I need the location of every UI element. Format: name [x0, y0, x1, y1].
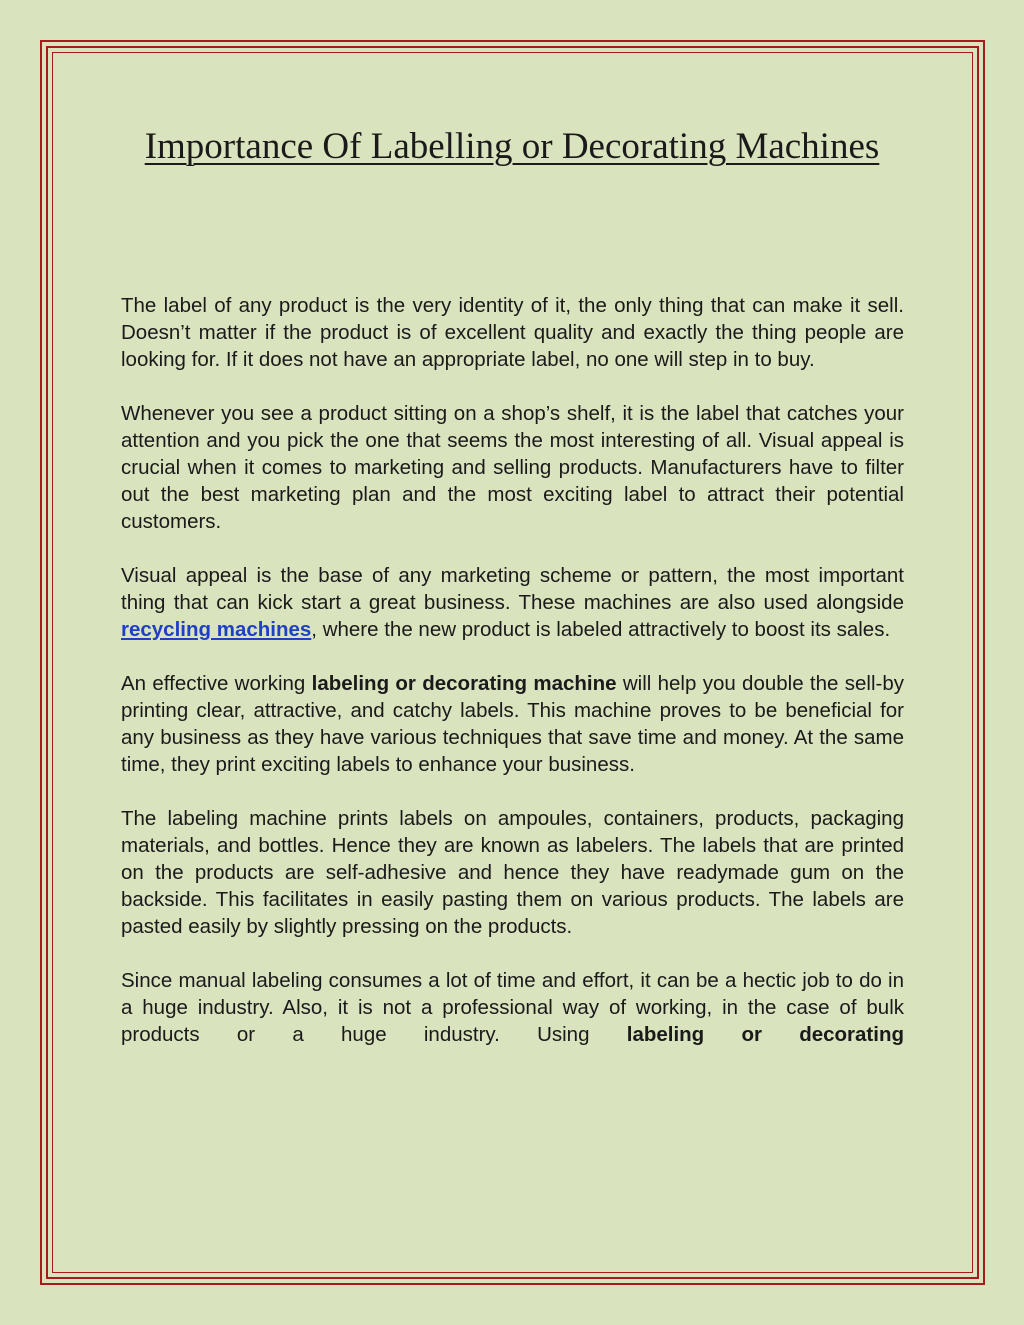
paragraph-4 [121, 670, 904, 778]
paragraph-3-text-end: , where the new product is labeled attractively to boost its sales. [311, 618, 891, 641]
paragraph-5: The labeling machine prints labels on ampoules, containers, products, packaging materials, and bottles. Hence they are known as labelers. The labels that are printed on the products are self-adhesive and hence they have readymade gum on the backside. This facilitates in easily pasting them on various products. The labels are pasted easily by slightly pressing on the products. [121, 807, 904, 938]
paragraph-2: Whenever you see a product sitting on a shop’s shelf, it is the label that catches your attention and you pick the one that seems the most interesting of all. Visual appeal is crucial when it comes to marketing and selling products. Manufacturers have to filter out the best marketing plan and the most exciting label to attract their potential customers. [121, 402, 904, 533]
paragraph-4-bold-phrase: labeling or decorating machine [311, 672, 617, 695]
article-body [121, 292, 904, 1075]
paragraph-6 [121, 967, 904, 1048]
page-title [120, 122, 904, 172]
paragraph-4-text-end: will help you double the sell-by printing clear, attractive, and catchy labels. This machine proves to be beneficial for any business as they have various techniques that save time and money. At the same time, they print exciting labels to enhance your business. [121, 672, 904, 776]
recycling-machines-link[interactable]: recycling machines [121, 618, 312, 641]
page-title-text: Importance Of Labelling or Decorating Machines [144, 126, 880, 167]
paragraph-3 [121, 562, 904, 643]
paragraph-4-text-start: An effective working [121, 672, 312, 695]
paragraph-1: The label of any product is the very identity of it, the only thing that can make it sell. Doesn’t matter if the product is of excellent quality and exactly the thing people are looking for. If it does not have an appropriate label, no one will step in to buy. [121, 294, 904, 371]
paragraph-6-text-start: Since manual labeling consumes a lot of time and effort, it can be a hectic job to do in a huge industry. Also, it is not a professional way of working, in the case of bulk products or a huge industry. Using [121, 969, 904, 1046]
paragraph-6-bold-phrase: labeling or decorating [626, 1023, 905, 1046]
paragraph-3-text-start: Visual appeal is the base of any marketing scheme or pattern, the most important thing that can kick start a great business. These machines are also used alongside [121, 564, 904, 614]
